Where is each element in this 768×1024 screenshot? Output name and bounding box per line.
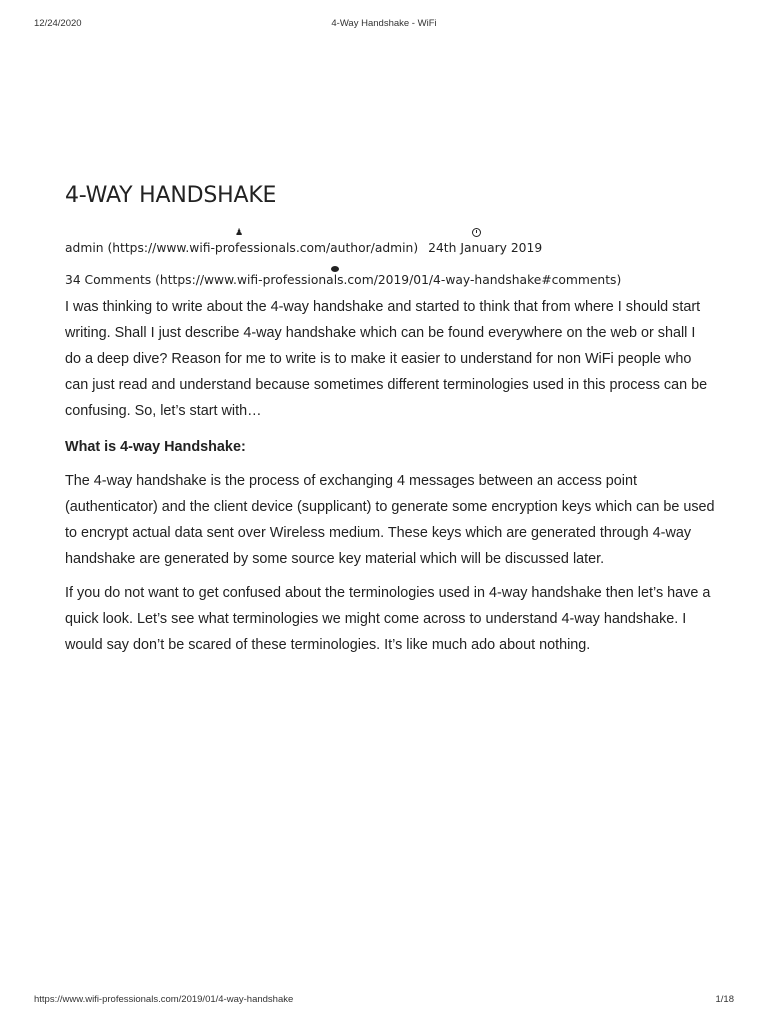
section-heading: What is 4-way Handshake: bbox=[65, 439, 246, 455]
post-meta bbox=[65, 228, 715, 256]
comments-link[interactable]: 34 Comments (https://www.wifi-professionals.com/2019/01/4-way-handshake#comments) bbox=[65, 273, 622, 287]
print-footer bbox=[34, 994, 734, 1008]
paragraph-terminology: If you do not want to get confused about the terminologies used in 4-way handshake then let’s have a quick look. Let’s see what terminologies we might come across to understand 4-way handshake. I would say don’t be scared of these terminologies. It’s like much ado about nothing. bbox=[65, 585, 711, 653]
paragraph-intro: I was thinking to write about the 4-way handshake and started to think that from where I should start writing. Shall I just describe 4-way handshake which can be found everywhere on the web or shall I do a deep dive? Reason for me to write is to make it easier to understand for non WiFi people who can just read and understand because sometimes different terminologies used in this process can be confusing. So, let’s start with… bbox=[65, 299, 708, 419]
print-date: 12/24/2020 bbox=[34, 18, 82, 29]
comments-meta bbox=[65, 272, 715, 288]
article-body bbox=[65, 294, 715, 658]
author-link[interactable]: admin (https://www.wifi-professionals.com/author/admin) bbox=[65, 241, 419, 255]
comment-icon bbox=[331, 266, 339, 272]
author-icon: ♟ bbox=[235, 228, 244, 238]
post-date: 24th January 2019 bbox=[428, 241, 543, 255]
article-title: 4-WAY HANDSHAKE bbox=[65, 183, 277, 208]
article bbox=[65, 180, 715, 658]
paragraph-definition: The 4-way handshake is the process of exchanging 4 messages between an access point (authenticator) and the client device (supplicant) to generate some encryption keys which can be used to encrypt actual data sent over Wireless medium. These keys which are generated through 4-way handshake are generated by some source key material which will be discussed later. bbox=[65, 473, 715, 567]
print-page-title: 4-Way Handshake - WiFi bbox=[331, 18, 437, 29]
print-url: https://www.wifi-professionals.com/2019/01/4-way-handshake bbox=[34, 994, 294, 1005]
clock-icon bbox=[472, 228, 481, 237]
page-number: 1/18 bbox=[715, 994, 734, 1005]
print-header bbox=[34, 18, 734, 32]
